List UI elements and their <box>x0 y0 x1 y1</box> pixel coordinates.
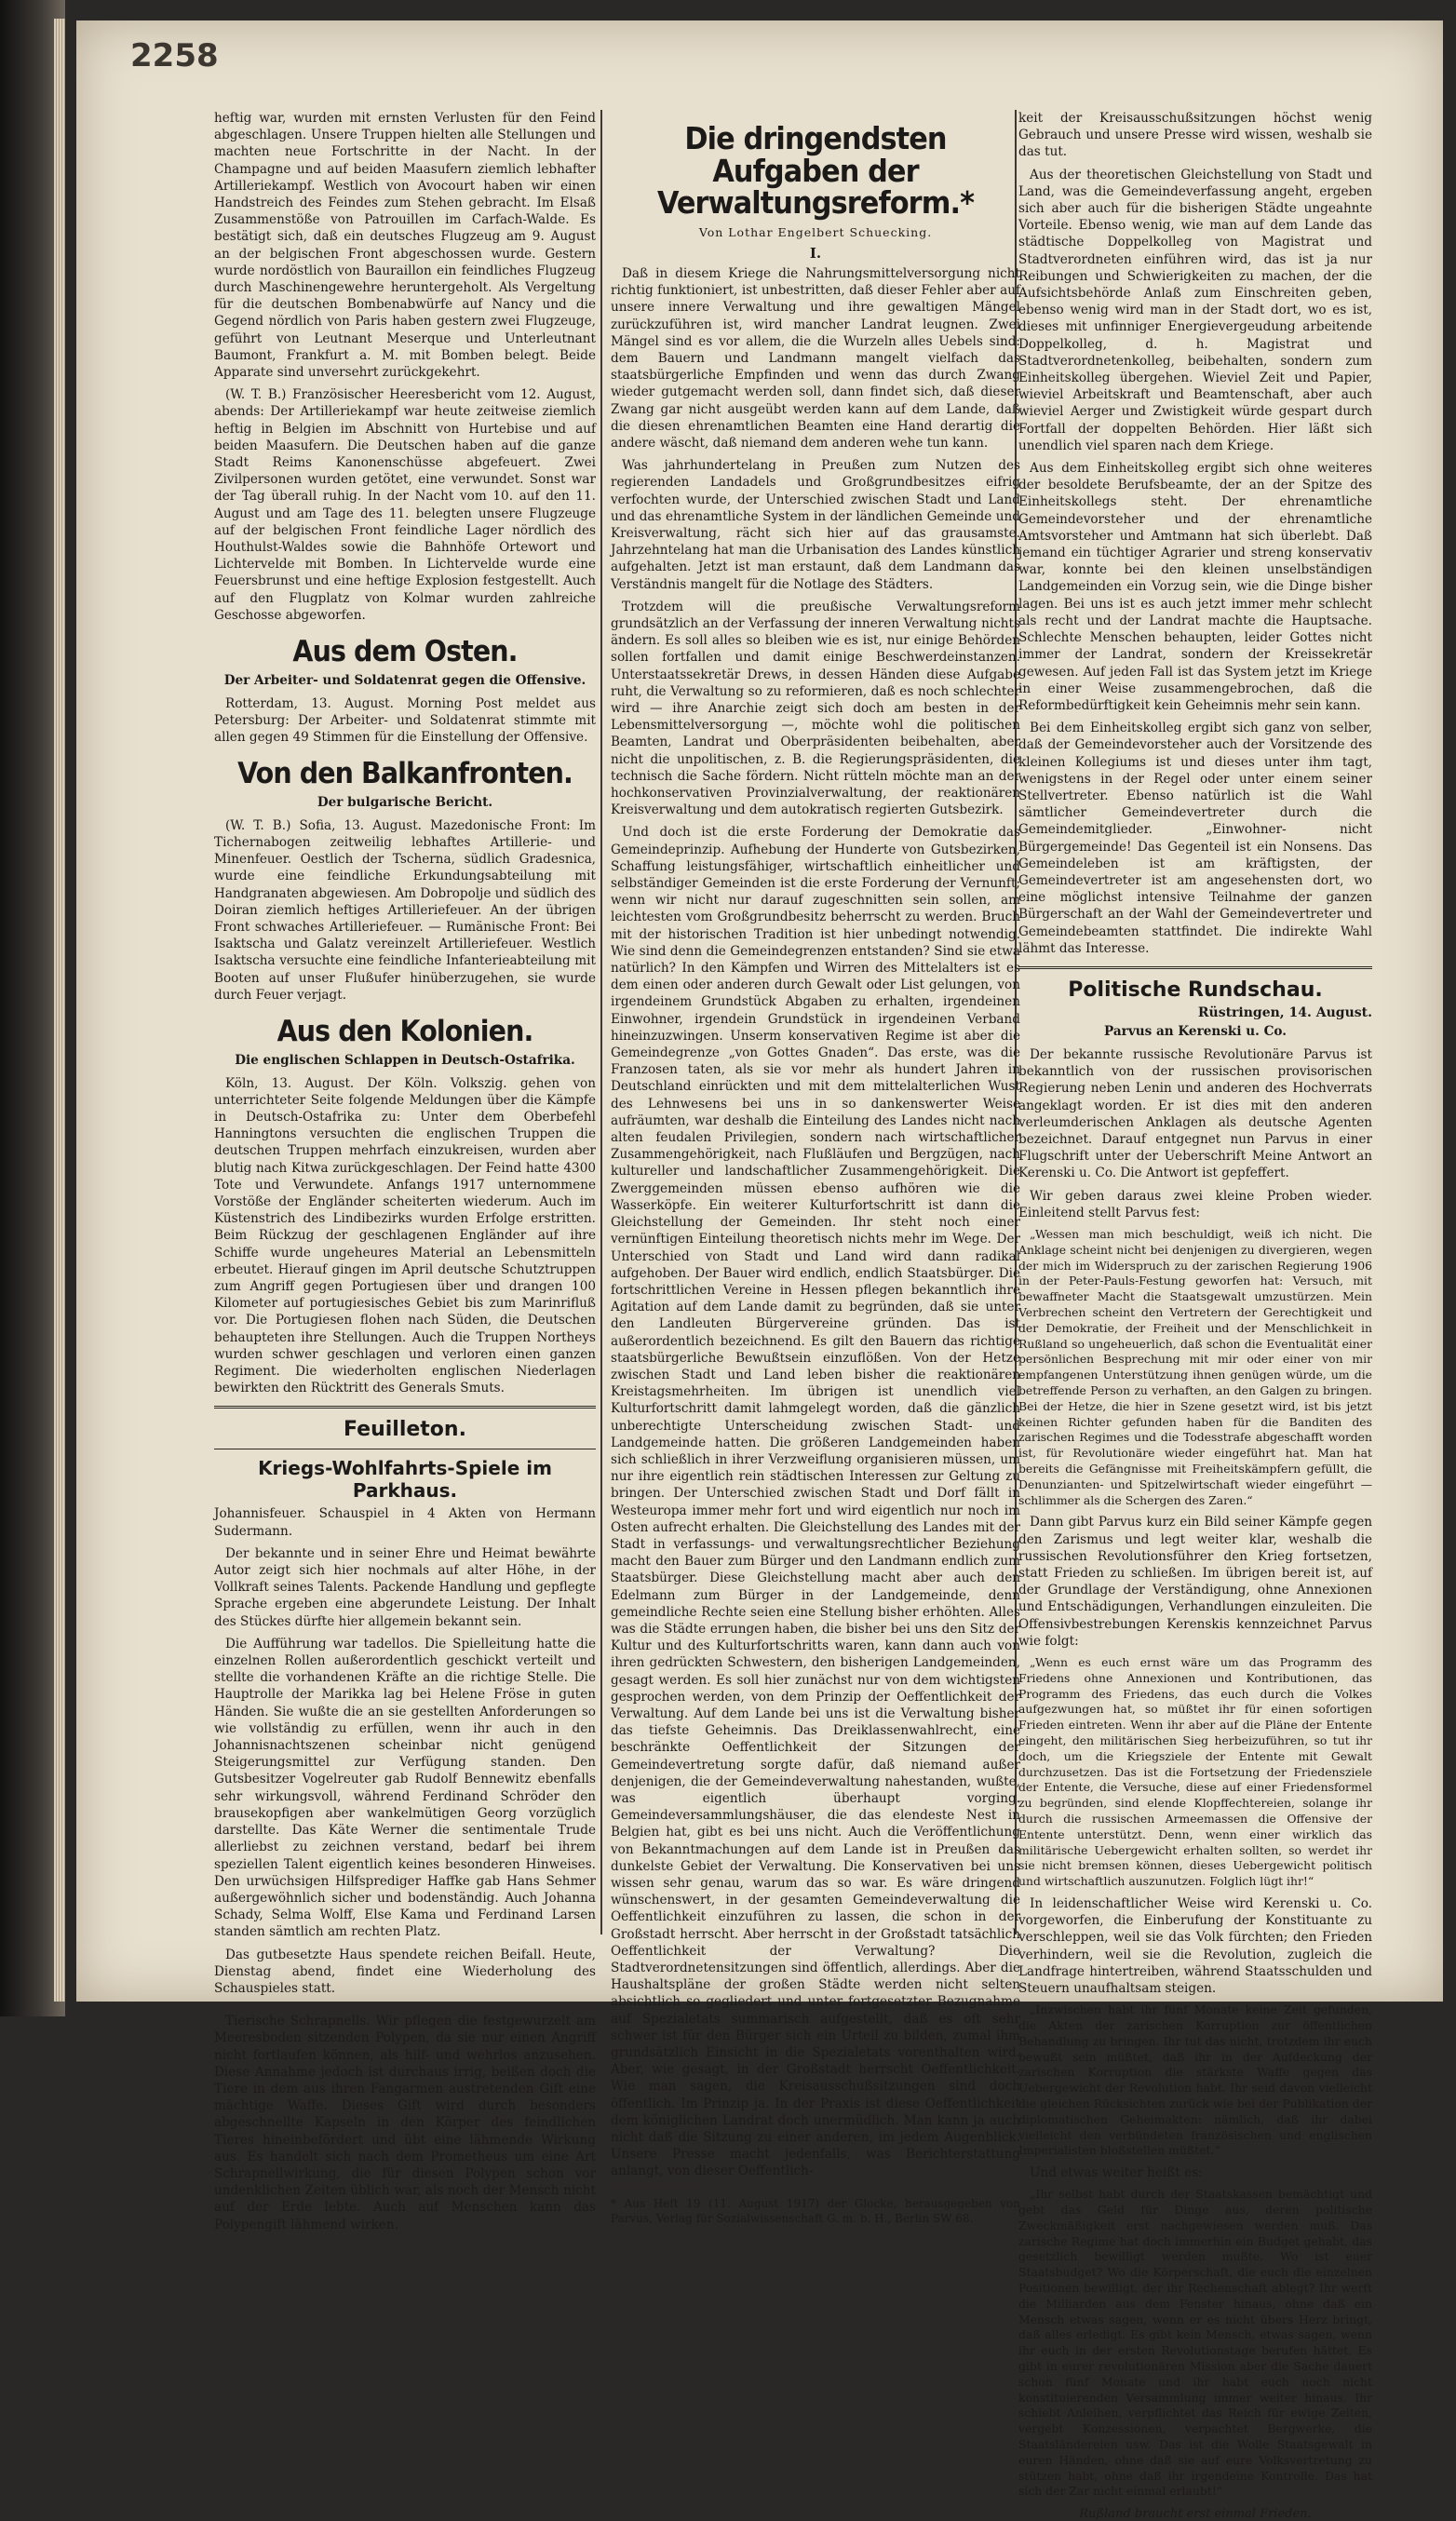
article-paragraph: Johannisfeuer. Schauspiel in 4 Akten von Hermann Sudermann. <box>214 1506 596 1539</box>
divider <box>214 2004 596 2005</box>
section-subheading: Die englischen Schlappen in Deutsch-Ostafrika. <box>235 1052 575 1068</box>
article-paragraph: Dann gibt Parvus kurz ein Bild seiner Kämpfe gegen den Zarismus und legt weiter klar, weshalb die russischen Revolutionsführer den Krieg fortsetzen, statt Frieden zu schließen. Im übrigen bereit ist, auf der Grundlage der Verständigung, ohne Annexionen und Entschädigungen, Verhandlungen einzuleiten. Die Offensivbestrebungen Kerenskis kennzeichnet Parvus wie folgt: <box>1018 1515 1372 1649</box>
article-byline: Von Lothar Engelbert Schuecking. <box>698 224 933 239</box>
article-paragraph: Der bekannte russische Revolutionäre Parvus ist bekanntlich von der russischen provisorischen Regierung neben Lenin und anderen des Hochverrats angeklagt worden. Er ist dies mit den anderen verleumderischen Anklagen als deutsche Agenten bezeichnet. Darauf entgegnet nun Parvus in einer Flugschrift unter der Ueberschrift Meine Antwort an Kerenski u. Co. Die Antwort ist gepfeffert. <box>1018 1046 1372 1181</box>
article-paragraph: Trotzdem will die preußische Verwaltungsreform grundsätzlich an der Verfassung der inneren Verwaltung nichts ändern. Es soll alles so bleiben wie es ist, nur einige Behörden sollen fortfallen und damit einige Beschwerdeinstanzen. Unterstaatssekretär Drews, in dessen Händen diese Aufgabe ruht, die Verwaltung so zu reformieren, daß es noch schlechter wird — ihre Anarchie zeigt sich doch am besten in der Lebensmittelversorgung —, möchte wohl die politischen Beamten, Landrat und Oberpräsidenten beibehalten, aber nicht die unpolitischen, z. B. die Regierungspräsidenten, die technisch die Sache fördern. Nicht rütteln möchte man an der hochkonservativen Provinzialverwaltung, der reaktionären Kreisverwaltung und dem autokratisch regierten Gutsbezirk. <box>611 599 1020 818</box>
article-paragraph: Bei dem Einheitskolleg ergibt sich ganz von selber, daß der Gemeindevorsteher auch der Vorsitzende des kleinen Kollegiums ist und dieses unter ihm tagt, wenigstens in der Regel oder unter einem seiner Stellvertreter. Ebenso natürlich ist die Wahl sämtlicher Gemeindevertreter durch die Gemeindemitglieder. „Einwohner- nicht Bürgergemeinde! Das Gegenteil ist ein Nonsens. Das Gemeindeleben ist am kräftigsten, der Gemeindevertreter ist am angesehensten dort, wo eine möglichst intensive Teilnahme der ganzen Bürgerschaft an der Wahl der Gemeindevertreter und Gemeindebeamten stattfindet. Die indirekte Wahl lähmt das Interesse. <box>1018 721 1372 956</box>
footnote-rule <box>611 2188 704 2189</box>
article-paragraph: Und etwas weiter heißt es: <box>1030 2165 1203 2181</box>
section-heading-osten: Aus dem Osten. <box>292 635 518 669</box>
article-paragraph: Tierische Schrapnells. Wir pflegen die festgewurzelt am Meeresboden sitzenden Polypen, da sie nur einen Angriff nicht fortlaufen können, als hilf- und wehrlos anzusehen. Diese Annahme jedoch ist durchaus irrig, beißen doch die Tiere in dem aus ihren Fangarmen austretenden Gift eine mächtige Waffe. Dieses Gift wird durch besonders abgeschnellte Kapseln in den Körper des feindlichen Tieres hineinbefördert und übt eine lähmende Wirkung aus. Es handelt sich nach dem Prometheus um eine Art Schrapnellwirkung, die für diesen Polypen schon vor undenklichen Zeiten üblich war, als noch der Mensch nicht auf der Erde lebte. Auch auf Menschen kann das Polypengift lähmend wirken. <box>214 2014 596 2232</box>
article-paragraph: Und doch ist die erste Forderung der Demokratie das Gemeindeprinzip. Aufhebung der Hunderte von Gutsbezirken, Schaffung leistungsfähiger, wirtschaftlich einheitlicher und selbständiger Gemeinden ist die erste Forderung der Vernunft; wenn wir nicht nur darauf zugeschnitten sein sollen, am leichtesten vom Großgrundbesitz beherrscht zu werden. Bruch mit der historischen Tradition ist hier unbedingt notwendig. Wie sind denn die Gemeindegrenzen entstanden? Sind sie etwa natürlich? In den Kämpfen und Wirren des Mittelalters ist es dem einen oder anderen durch Gewalt oder List gelungen, von irgendeinem Grundstück Abgaben zu erhalten, irgendeinen Einwohner, irgendein Grundstück in irgendeinen Verband hineinzuzwingen. Unserm konservativen Regime ist aber die Gemeindegrenze „von Gottes Gnaden“. Das erste, was die Franzosen taten, als sie vor mehr als hundert Jahren in Deutschland einrückten und mit dem mittelalterlichen Wust des Lehnwesens bei uns in so dankenswerter Weise aufräumten, war deshalb die Einteilung des Landes nicht nach alten feudalen Privilegien, sondern nach wirtschaftlicher Zusammengehörigkeit, nach Flußläufen und Bergzügen, nach kultureller und landschaftlicher Zusammengehörigkeit. Die Zwerggemeinden müssen ebenso aufhören wie die Wasserköpfe. Ein weiterer Kulturfortschritt ist dann die Gleichstellung der Gemeinden. Ihr steht noch einer vernünftigen Einteilung theoretisch nichts mehr im Wege. Der Unterschied von Stadt und Land wird dann radikal aufgehoben. Der Bauer wird endlich, endlich Staatsbürger. Die fortschrittlichen Vereine in Hessen pflegen bekanntlich ihre Agitation auf dem Lande damit zu begründen, daß sie unter den Landleuten Bürgervereine gründen. Das ist außerordentlich bezeichnend. Es gilt den Bauern das richtige staatsbürgerliche Bewußtsein einzuflößen. Von der Hetze zwischen Stadt und Land leben bisher die reaktionären Kreistagsmehrheiten. Im übrigen ist unendlich viel Kulturfortschritt damit lahmgelegt worden, daß die gänzlich unberechtigte Unterscheidung zwischen Stadt- und Landgemeinde hatten. Die größeren Landgemeinden haben sich schließlich in ihrer Verzweiflung organisieren müssen, um nur ihre eigentlich rein städtischen Interessen zur Geltung zu bringen. Der Unterschied zwischen Stadt und Dorf fällt in Westeuropa immer mehr fort und wird eigentlich nur noch im Osten aufrecht erhalten. Die Gleichstellung des Landes mit der Stadt in verfassungs- und verwaltungsrechtlicher Beziehung macht den Bauer zum Bürger und den Landmann endlich zum Staatsbürger. Diese Gleichstellung macht aber auch den Edelmann zum Bürger in der Landgemeinde, denn gemeindliche Rechte seien eine Stellung bisher erhöhten. Alles was die Städte errungen haben, die bisher bei uns den Sitz der Kultur und des Kulturfortschritts waren, kann dann auch von ihren gedrückten Schwestern, den bisherigen Landgemeinden, gesagt werden. Es soll hier zunächst nur von dem wichtigsten gesprochen werden, von dem Prinzip der Oeffentlichkeit der Verwaltung. Auf dem Lande bei uns ist die Verwaltung bisher das tiefste Geheimnis. Das Dreiklassenwahlrecht, eine beschränkte Oeffentlichkeit der Sitzungen der Gemeindevertretung sorgte dafür, daß niemand außer denjenigen, die der Gemeindeverwaltung nahestanden, wußte, was eigentlich überhaupt vorging. Gemeindeversammlungshäuser, die das elendeste Nest in Belgien hat, gibt es bei uns nicht. Auch die Veröffentlichung von Bekanntmachungen auf dem Lande ist in Preußen das dunkelste Gebiet der Verwaltung. Die Konservativen bei uns wissen sehr genau, warum das so war. Es wäre dringend wünschenswert, in der gesamten Gemeindeverwaltung die Oeffentlichkeit einzuführen zu lassen, die schon in der Großstadt herrscht. Aber herrscht in der Großstadt tatsächlich Oeffentlichkeit der Verwaltung? Die Stadtverordnetensitzungen sind öffentlich, allerdings. Aber die Haushaltspläne der großen Städte werden nicht selten absichtlich so gegliedert und unter fortgesetzter Bezugnahme auf Spezialetats summarisch aufgestellt, daß es oft sehr schwer ist für den Bürger sich ein Urteil zu bilden, zumal ihm grundsätzlich Einsicht in die Spezialetats vorenthalten wird. Aber, wie gesagt, in der Großstadt herrscht Oeffentlichkeit. Wie man sagen, die Kreisausschußsitzungen sind doch öffentlich. Im Prinzip ja. In der Praxis ist diese Oeffentlichkeit dem königlichen Landrat doch unermüdlich. Man kann ja auch nicht daß die Sitzung zu einer anderen, im jedem Augenblick. Unsere Presse macht jedenfalls, was Berichterstattung anlangt, von dieser Oeffentlich- <box>611 825 1020 2179</box>
article-paragraph: Daß in diesem Kriege die Nahrungsmittelversorgung nicht richtig funktioniert, ist unbestritten, daß dieser Fehler aber auf unsere innere Verwaltung und ihre gewaltigen Mängel zurückzuführen ist, wird mancher Landrat leugnen. Zwei Mängel sind es vor allem, die die Wurzeln alles Uebels sind: dem Bauern und Landmann mangelt vielfach das staatsbürgerliche Empfinden und wenn das durch Zwang wieder gutgemacht werden soll, dann findet sich, daß dieser Zwang gar nicht ausgeübt werden kann auf dem Lande, daß die diesen ehrenamtlichen Beamten eine Hand derartig die andere wäscht, daß niemand dem anderen wehe tun kann. <box>611 265 1020 451</box>
article-paragraph: Köln, 13. August. Der Köln. Volkszig. gehen von unterrichteter Seite folgende Meldungen über die Kämpfe in Deutsch-Ostafrika zu: Unter dem Oberbefehl Hanningtons versuchten die englischen Truppen die deutschen Truppen mehrfach einzukreisen, wurden aber blutig nach Kitwa zurückgeschlagen. Der Feind hatte 4300 Tote und Verwundete. Anfangs 1917 unternommene Vorstöße der Engländer scheiterten wiederum. Auch im Küstenstrich des Lindibezirks wurden Erfolge erstritten. Beim Rückzug der geschlagenen Engländer auf ihre Schiffe wurde ungeheures Material an Lebensmitteln erbeutet. Hierauf gingen im April deutsche Schutztruppen zum Angriff gegen Portugiesen über und drangen 100 Kilometer auf portugiesisches Gebiet bis zum Marinrifluß vor. Die Portugiesen flohen nach Süden, die Deutschen behaupteten ihre Stellungen. Auch die Truppen Northeys wurden schwer geschlagen und verloren einen ganzen Regiment. Die wiederholten englischen Niederlagen bewirkten den Rücktritt des Generals Smuts. <box>214 1075 596 1396</box>
article-paragraph: Die Aufführung war tadellos. Die Spielleitung hatte die einzelnen Rollen außerordentlich geschickt verteilt und stellte die vorhandenen Kräfte an die richtige Stelle. Die Hauptrolle der Marikka lag bei Helene Fröse in guten Händen. Sie wußte die an sie gestellten Anforderungen so wie vollständig zu erfüllen, wenn ihr auch in den Johannisnachtszenen scheinbar nicht genügend Steigerungsmittel zur Verfügung standen. Den Gutsbesitzer Vogelreuter gab Rudolf Bennewitz ebenfalls sehr wirkungsvoll, während Ferdinand Schröder den brausekopfigen aber wankelmütigen Georg vorzüglich darstellte. Das Käte Werner die sentimentale Trude allerliebst zu zeichnen verstand, bedarf bei ihrem speziellen Talent eigentlich keines besonderen Hinweises. Den urwüchsigen Hilfsprediger Haffke gab Hans Sehmer außergewöhnlich sicher und bodenständig. Auch Johanna Schady, Selma Wolff, Else Kama und Ferdinand Larsen standen sämtlich am rechten Platz. <box>214 1636 596 1940</box>
dateline: Rüstringen, 14. August. <box>1197 1004 1372 1020</box>
quotation: „Inzwischen habt ihr fünf Monate keine Zeit gefunden, die Akten der zarischen Korruption zur öffentlichen Behandlung zu bringen. Ihr tut das nicht, trotzdem ihr euch bewußt sein müßtet, daß ihr in der Aufdeckung der zarischen Korruption die stärkste Waffe gegen das Uebergewicht der Revolution habt. Ihr seid davon vielleicht die gleichen Rücksichten zurück wie bei der Publikation der diplomatischen Geheimakten: nämlich, daß ihr dabei vielleicht den verbündeten französischen und englischen Imperialisten bloßstellen müßtet.“ <box>1018 2002 1372 2158</box>
article-paragraph: Aus dem Einheitskolleg ergibt sich ohne weiteres der besoldete Berufsbeamte, der an der Spitze des Einheitskollegs steht. Der ehrenamtliche Gemeindevorsteher und der ehrenamtliche Amtsvorsteher und Amtmann hat sich überlebt. Daß jemand ein tüchtiger Agrarier und streng konservativ war, konnte bei den kleinen unselbständigen Landgemeinden ein Vorzug sein, wie die Dinge bisher lagen. Bei uns ist es auch jetzt immer mehr schlecht als recht und der Landrat machte die Hauptsache. Schlechte Menschen behaupten, leider Gottes nicht immer der Landrat, sondern der Kreissekretär gewesen. Auf jeden Fall ist das System jetzt im Kriege in einer Weise zusammengebrochen, daß die Reformbedürftigkeit kein Geheimnis mehr sein kann. <box>1018 461 1372 713</box>
quotation: „Wessen man mich beschuldigt, weiß ich nicht. Die Anklage scheint nicht bei denjenigen zu divergieren, wegen der mich im Widerspruch zu der zarischen Regierung 1906 in der Peter-Pauls-Festung geworfen hat: Versuch, mit bewaffneter Macht die Staatsgewalt umzustürzen. Mein Verbrechen scheint den Vertretern der Gerechtigkeit und der Demokratie, der Freiheit und der Menschlichkeit in Rußland so ungeheuerlich, daß schon die Eventualität einer persönlichen Besprechung mit mir oder einer von mir empfangenen Unterstützung ihnen genügen würde, um die betreffende Person zu verhaften, an den Galgen zu bringen. Bei der Hetze, die hier in Szene gesetzt wird, ist bis jetzt keinen Richter gefunden haben für die Banditen des zarischen Regimes und die Todesstrafe abgeschafft worden ist, für Revolutionäre wieder eingeführt hat. Man hat bereits die Gefängnisse mit Freiheitskämpfern gefüllt, die Denunzianten- und Spitzelwirtschaft wieder eingeführt — schlimmer als die Schergen des Zaren.“ <box>1018 1226 1372 1507</box>
part-number: I. <box>809 244 822 262</box>
column-middle <box>611 110 1020 2225</box>
book-binding <box>0 0 65 2016</box>
feuilleton-heading: Feuilleton. <box>344 1418 466 1442</box>
quotation: „Ihr selbst habt durch der Staatskassen bemächtigt und gebt das Geld für Dinge aus, deren politische Zweckmäßigkeit erst nachgewiesen werden muß. Das zarische Regime hat doch immerhin ein Budget gehabt, das gesetzlich bewilligt werden mußte. Wo ist euer Staatsbudget? Wo die Körperschaft, die euch die einzelnen Positionen bewilligt, der ihr Rechenschaft ablegt? Ihr werft die Milliarden aus dem Fenster hinaus, ohne daß ein Mensch etwas sagen, wenn er es nicht übers Herz bringt, daß alles erledigt. Es gibt kein Mensch, etwas sagen, wenn ihr euch in der ersten Revolutionstage berufen hättet. Es gibt in eurer revolutionären Mission aber die Sache dauert schon fünf Monate und ihr habt euch noch nicht konstituierenden Versammlung immer weiter hinaus. Ihr schiebt Anleihen, verpflichtet das Reich für ewige Zeiten, vergebt Konzessionen, verpachtet Bergwerke, die Staatsländereien usw. Das ist die Wolle Staatsgewalt in euren Händen, ohne daß sie auf eure Volksvertretung zu stützen habt, ohne daß ihr irgendeine Kontrolle. Das hat sich der Zar nicht einmal erlaubt!“ <box>1018 2187 1372 2499</box>
section-subheading: Der Arbeiter- und Soldatenrat gegen die Offensive. <box>223 672 586 688</box>
article-paragraph: Wir geben daraus zwei kleine Proben wieder. Einleitend stellt Parvus fest: <box>1018 1188 1372 1220</box>
column-rule-1 <box>600 110 602 1935</box>
article-heading: Parvus an Kerenski u. Co. <box>1104 1023 1287 1039</box>
quotation: „Wenn es euch ernst wäre um das Programm des Friedens ohne Annexionen und Kontributionen, das Programm des Friedens, das euch durch die Volkes aufgezwungen hat, so müßtet ihr für einen sofortigen Frieden eintreten. Wenn ihr aber auf die Pläne der Entente eingeht, den militärischen Sieg herbeizuführen, so tut ihr doch, um die Kriegsziele der Entente mit Gewalt durchzusetzen. Das ist die Fortsetzung der Friedensziele der Entente, die Versuche, diese auf einer Friedensformel zu begründen, sind elende Klopffechtereien, solange ihr durch die russischen Armeemassen die Offensive der Entente unterstützt. Denn, wenn einer wirklich das militärische Uebergewicht erhalten sollten, so werdet ihr sie nicht bremsen können, dieses Uebergewicht politisch und wirtschaftlich auszunutzen. Folglich lügt ihr!“ <box>1018 1654 1372 1889</box>
column-right <box>1018 110 1372 2521</box>
article-paragraph: Was jahrhundertelang in Preußen zum Nutzen des regierenden Landadels und Großgrundbesitzes eifrig verfochten wurde, der Unterschied zwischen Stadt und Land und das ehrenamtliche System in der ländlichen Gemeinde und Kreisverwaltung, rächt sich hier auf das grausamste. Jahrzehntelang hat man die Urbanisation des Landes künstlich aufgehalten. Jetzt ist man erstaunt, daß dem Landmann das Verständnis mangelt für die Notlage des Städters. <box>611 458 1020 592</box>
page-number: 2258 <box>130 37 219 74</box>
divider <box>214 1406 596 1409</box>
article-paragraph: keit der Kreisausschußsitzungen höchst wenig Gebrauch und unsere Presse wird wissen, weshalb sie das tut. <box>1018 111 1372 160</box>
article-paragraph: (W. T. B.) Sofia, 13. August. Mazedonische Front: Im Tichernabogen zeitweilig lebhaftes Artillerie- und Minenfeuer. Oestlich der Tscherna, südlich Gradesnica, wurde eine feindliche Erkundungsabteilung mit Handgranaten abgewiesen. Am Dobropolje und südlich des Doiran ziemlich heftiges Artilleriefeuer. An der übrigen Front schwaches Artilleriefeuer. — Rumänische Front: Bei Isaktscha und Galatz vereinzelt Artilleriefeuer. Westlich Isaktscha versuchte eine feindliche Infanterieabteilung mit Booten auf unser Flußufer hinüberzugehen, sie wurde durch Feuer verjagt. <box>214 817 596 1003</box>
divider <box>1018 966 1372 969</box>
section-subheading: Der bulgarische Bericht. <box>317 794 493 810</box>
section-heading-rundschau: Politische Rundschau. <box>1068 977 1323 1002</box>
article-paragraph: In leidenschaftlicher Weise wird Kerenski u. Co. vorgeworfen, die Einberufung der Konstituante zu verschleppen, weil sie das Volk fürchten; den Frieden verhindern, weil sie die Revolution, zugleich die Landfrage hintertreiben, während Staatsschulden und Steuern unaufhaltsam steigen. <box>1018 1895 1372 1996</box>
section-heading-kolonien: Aus den Kolonien. <box>276 1015 533 1049</box>
section-heading-balkan: Von den Balkanfronten. <box>237 757 573 791</box>
article-paragraph: Das gutbesetzte Haus spendete reichen Beifall. Heute, Dienstag abend, findet eine Wiederholung des Schauspieles statt. <box>214 1947 596 1996</box>
page-stack-edge <box>54 19 65 2002</box>
article-paragraph: Rotterdam, 13. August. Morning Post meldet aus Petersburg: Der Arbeiter- und Soldatenrat stimmte mit allen gegen 49 Stimmen für die Einstellung der Offensive. <box>214 695 596 746</box>
closing-line: Rußland braucht erst einmal Frieden. <box>1079 2507 1312 2521</box>
report-paragraph: (W. T. B.) Französischer Heeresbericht vom 12. August, abends: Der Artilleriekampf war heute zeitweise ziemlich heftig in Belgien im Abschnitt von Hurtebise und auf beiden Maasufern. Die Deutschen haben auf die ganze Stadt Reims Kanonenschüsse abgefeuert. Zwei Zivilpersonen wurden getötet, eine verwundet. Sonst war der Tag überall ruhig. In der Nacht vom 10. auf den 11. August und am Tage des 11. belegten unsere Flugzeuge auf der belgischen Front feindliche Lager nördlich des Houthulst-Waldes sowie die Bahnhöfe Ortewort und Lichtervelde mit Bomben. In Lichtervelde wurde eine Feuersbrunst und eine heftige Explosion festgestellt. Auch auf den Flugplatz von Kolmar wurden zahlreiche Geschosse abgeworfen. <box>214 387 596 623</box>
report-paragraph: heftig war, wurden mit ernsten Verlusten für den Feind abgeschlagen. Unsere Truppen hielten alle Stellungen und machten neue Fortschritte in der Nacht. In der Champagne und auf beiden Maasufern ziemlich lebhafter Artilleriekampf. Westlich von Avocourt haben wir einen Handstreich des Feindes zum Stehen gebracht. Im Elsaß Zusammenstöße von Patrouillen im Carfach-Walde. Es bestätigt sich, daß ein deutsches Flugzeug am 9. August an der belgischen Front abgeschossen wurde. Gestern wurde nordöstlich von Bauraillon ein feindliches Flugzeug durch Maschinengewehre heruntergeholt. Als Vergeltung für die deutschen Bombenabwürfe auf Nancy und die Gegend nördlich von Paris haben gestern zwei Flugzeuge, geführt von Leutnant Meserque und Unterleutnant Baumont, Frankfurt a. M. mit Bomben belegt. Beide Apparate sind unversehrt zurückgekehrt. <box>214 111 596 381</box>
column-left <box>214 110 596 2232</box>
article-heading: Kriegs-Wohlfahrts-Spiele im Parkhaus. <box>258 1457 552 1503</box>
article-paragraph: Der bekannte und in seiner Ehre und Heimat bewährte Autor zeigt sich hier nochmals auf alter Höhe, in der Vollkraft seines Talents. Packende Handlung und gepflegte Sprache ergeben eine abgerundete Leistung. Der Inhalt des Stückes dürfte hier allgemein bekannt sein. <box>214 1545 596 1629</box>
main-article-title: Die dringendsten Aufgaben der Verwaltungsreform.* <box>656 120 975 222</box>
footnote: * Aus Heft 19 (11. August 1917) der Glocke, herausgegeben von Parvus, Verlag für Sozialwissenschaft G. m. b. H., Berlin SW 68. <box>611 2196 1020 2225</box>
article-paragraph: Aus der theoretischen Gleichstellung von Stadt und Land, was die Gemeindeverfassung angeht, ergeben sich aber auch für die bisherigen Städte ungeahnte Vorteile. Ebenso wenig, wie man auf dem Lande das städtische Doppelkolleg von Magistrat und Stadtverordneten einführen wird, das ist ja nur Reibungen und Schwierigkeiten zu machen, der die Aufsichtsbehörde Anlaß zum Einschreiten geben, ebenso wenig wird man in der Stadt dort, wo es ist, dieses mit unfinniger Energievergeudung arbeitende Doppelkolleg, d. h. Magistrat und Stadtverordnetenkolleg, beibehalten, sondern zum Einheitskolleg übergehen. Wieviel Zeit und Papier, wieviel Arbeitskraft und Beamtenschaft, aber auch wieviel Aerger und Zwistigkeit würde gespart durch Fortfall der doppelten Behörden. Hier läßt sich unendlich viel sparen nach dem Kriege. <box>1018 167 1372 453</box>
